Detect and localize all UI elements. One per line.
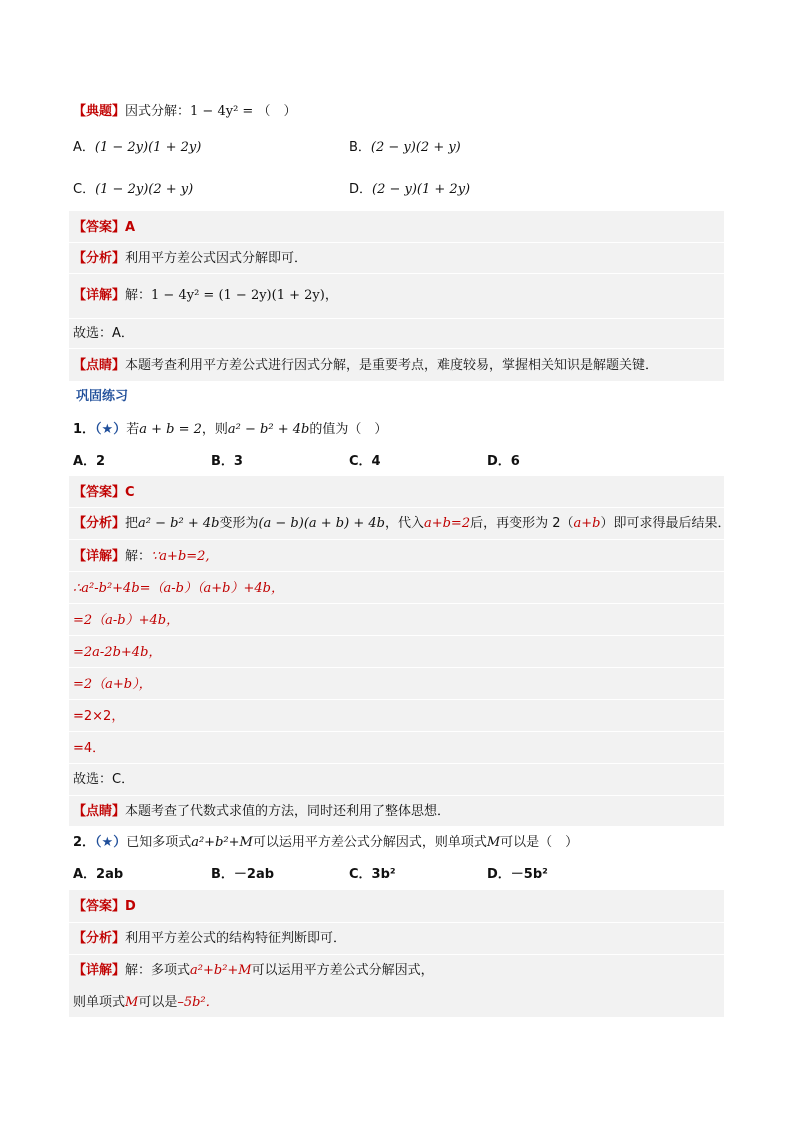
choose-text: 故选：A．	[73, 326, 134, 341]
final-text: 则单项式	[73, 995, 126, 1010]
divider	[69, 763, 724, 764]
final-value: –5b²．	[177, 995, 219, 1010]
divider	[69, 954, 724, 955]
q2-answer	[73, 899, 136, 915]
example-stem-line	[73, 104, 296, 120]
q1-answer	[73, 485, 135, 501]
option-letter: B．	[349, 140, 371, 155]
divider	[69, 667, 724, 668]
q2-option-a: A．2ab	[73, 867, 124, 882]
detail-step: =2a-2b+4b，	[73, 645, 162, 660]
option-text: (1 − 2y)(1 + 2y)	[94, 140, 202, 155]
answer-tag: 【答案】	[73, 899, 126, 914]
detail-tag: 【详解】	[73, 963, 126, 978]
analysis-text: ）即可求得最后结果．	[600, 516, 731, 531]
divider	[69, 795, 724, 796]
analysis-expr: a² − b² + 4b	[138, 516, 220, 531]
divider	[69, 318, 724, 319]
star-icon: （★）	[95, 422, 127, 437]
analysis-expr: a+b	[573, 516, 601, 531]
stem-text: 的值为（ ）	[309, 422, 388, 437]
analysis-text: 利用平方差公式因式分解即可．	[125, 251, 308, 266]
option-letter: C．	[73, 182, 96, 197]
divider	[69, 242, 724, 243]
detail-step: =2×2，	[73, 709, 125, 724]
detail-suffix: 可以运用平方差公式分解因式，	[251, 963, 434, 978]
question-expr: a²+b²+M	[191, 835, 253, 850]
q2-stem	[73, 835, 578, 851]
comment-text: 本题考查利用平方差公式进行因式分解，是重要考点，难度较易，掌握相关知识是解题关键．	[125, 358, 659, 373]
option-text: (2 − y)(2 + y)	[370, 140, 461, 155]
detail-expr: a²+b²+M	[190, 963, 252, 978]
analysis-text: 把	[125, 516, 139, 531]
example-tag: 【典题】	[73, 104, 126, 119]
divider	[69, 348, 724, 349]
option-letter: A．	[73, 140, 95, 155]
detail-step: =2（a+b），	[73, 677, 152, 692]
stem-text: 可以运用平方差公式分解因式，则单项式	[252, 835, 487, 850]
q2-option-b: B．－2ab	[211, 867, 275, 882]
divider	[69, 731, 724, 732]
answer-tag: 【答案】	[73, 485, 126, 500]
detail-expr: 1 − 4y² = (1 − 2y)(1 + 2y)，	[151, 288, 338, 303]
analysis-tag: 【分析】	[73, 931, 126, 946]
comment-tag: 【点睛】	[73, 358, 126, 373]
example-choose	[73, 326, 134, 342]
detail-step: ∵a+b=2,	[151, 549, 210, 564]
answer-tag: 【答案】	[73, 220, 126, 235]
question-expr: a² − b² + 4b	[227, 422, 310, 437]
example-option-b	[349, 140, 461, 156]
stem-text: 可以是（ ）	[500, 835, 579, 850]
detail-step: =4．	[73, 741, 106, 756]
question-number: 1．	[73, 422, 96, 437]
detail-step: ∴a²-b²+4b=（a-b）（a+b）+4b，	[73, 581, 284, 596]
divider	[69, 539, 724, 540]
q1-comment	[73, 804, 450, 820]
example-stem: 因式分解：	[125, 104, 191, 119]
detail-prefix: 解：多项式	[125, 963, 191, 978]
analysis-tag: 【分析】	[73, 516, 126, 531]
answer-value: C	[125, 485, 135, 500]
condition-expr: a + b = 2	[139, 422, 202, 437]
divider	[69, 635, 724, 636]
q1-option-d: D．6	[487, 454, 520, 469]
divider	[69, 922, 724, 923]
stem-text: 已知多项式	[126, 835, 192, 850]
q1-option-b: B．3	[211, 454, 243, 469]
q2-final	[73, 995, 219, 1011]
option-letter: D．	[349, 182, 373, 197]
detail-tag: 【详解】	[73, 549, 126, 564]
q1-stem	[73, 422, 387, 438]
question-number: 2．	[73, 835, 96, 850]
example-option-d	[349, 182, 470, 198]
divider	[69, 699, 724, 700]
section-title: 巩固练习	[76, 389, 129, 404]
detail-step: =2（a-b）+4b，	[73, 613, 180, 628]
answer-value: D	[125, 899, 136, 914]
example-comment	[73, 358, 658, 374]
answer-value: A	[125, 220, 136, 235]
divider	[69, 273, 724, 274]
example-option-c	[73, 182, 193, 198]
final-var: M	[125, 995, 139, 1010]
comment-tag: 【点睛】	[73, 804, 126, 819]
q1-detail	[73, 549, 210, 565]
divider	[69, 507, 724, 508]
stem-text: ，则	[201, 422, 228, 437]
analysis-text: ，代入	[384, 516, 424, 531]
q1-analysis	[73, 516, 731, 532]
divider	[69, 571, 724, 572]
analysis-text: 变形为	[219, 516, 259, 531]
q2-detail	[73, 963, 434, 979]
detail-prefix: 解：	[125, 288, 152, 303]
analysis-expr: (a − b)(a + b) + 4b	[258, 516, 385, 531]
detail-prefix: 解：	[125, 549, 152, 564]
example-answer	[73, 220, 135, 236]
option-text: (2 − y)(1 + 2y)	[372, 182, 471, 197]
analysis-text: 后，再变形为 2（	[470, 516, 574, 531]
analysis-tag: 【分析】	[73, 251, 126, 266]
example-detail	[73, 288, 338, 304]
q1-option-c: C．4	[349, 454, 381, 469]
final-text: 可以是	[138, 995, 178, 1010]
analysis-expr: a+b=2	[423, 516, 471, 531]
star-icon: （★）	[95, 835, 127, 850]
q1-choose: 故选：C．	[73, 772, 135, 787]
q2-option-d: D．－5b²	[487, 867, 548, 882]
analysis-text: 利用平方差公式的结构特征判断即可．	[125, 931, 347, 946]
q1-option-a: A．2	[73, 454, 106, 469]
question-var: M	[486, 835, 501, 850]
q2-option-c: C．3b²	[349, 867, 396, 882]
q2-analysis	[73, 931, 346, 947]
stem-text: 若	[126, 422, 140, 437]
example-analysis	[73, 251, 307, 267]
example-option-a	[73, 140, 201, 156]
comment-text: 本题考查了代数式求值的方法，同时还利用了整体思想．	[125, 804, 451, 819]
divider	[69, 603, 724, 604]
detail-tag: 【详解】	[73, 288, 126, 303]
option-text: (1 − 2y)(2 + y)	[95, 182, 194, 197]
example-expr: 1 − 4y² = （ ）	[190, 104, 297, 119]
